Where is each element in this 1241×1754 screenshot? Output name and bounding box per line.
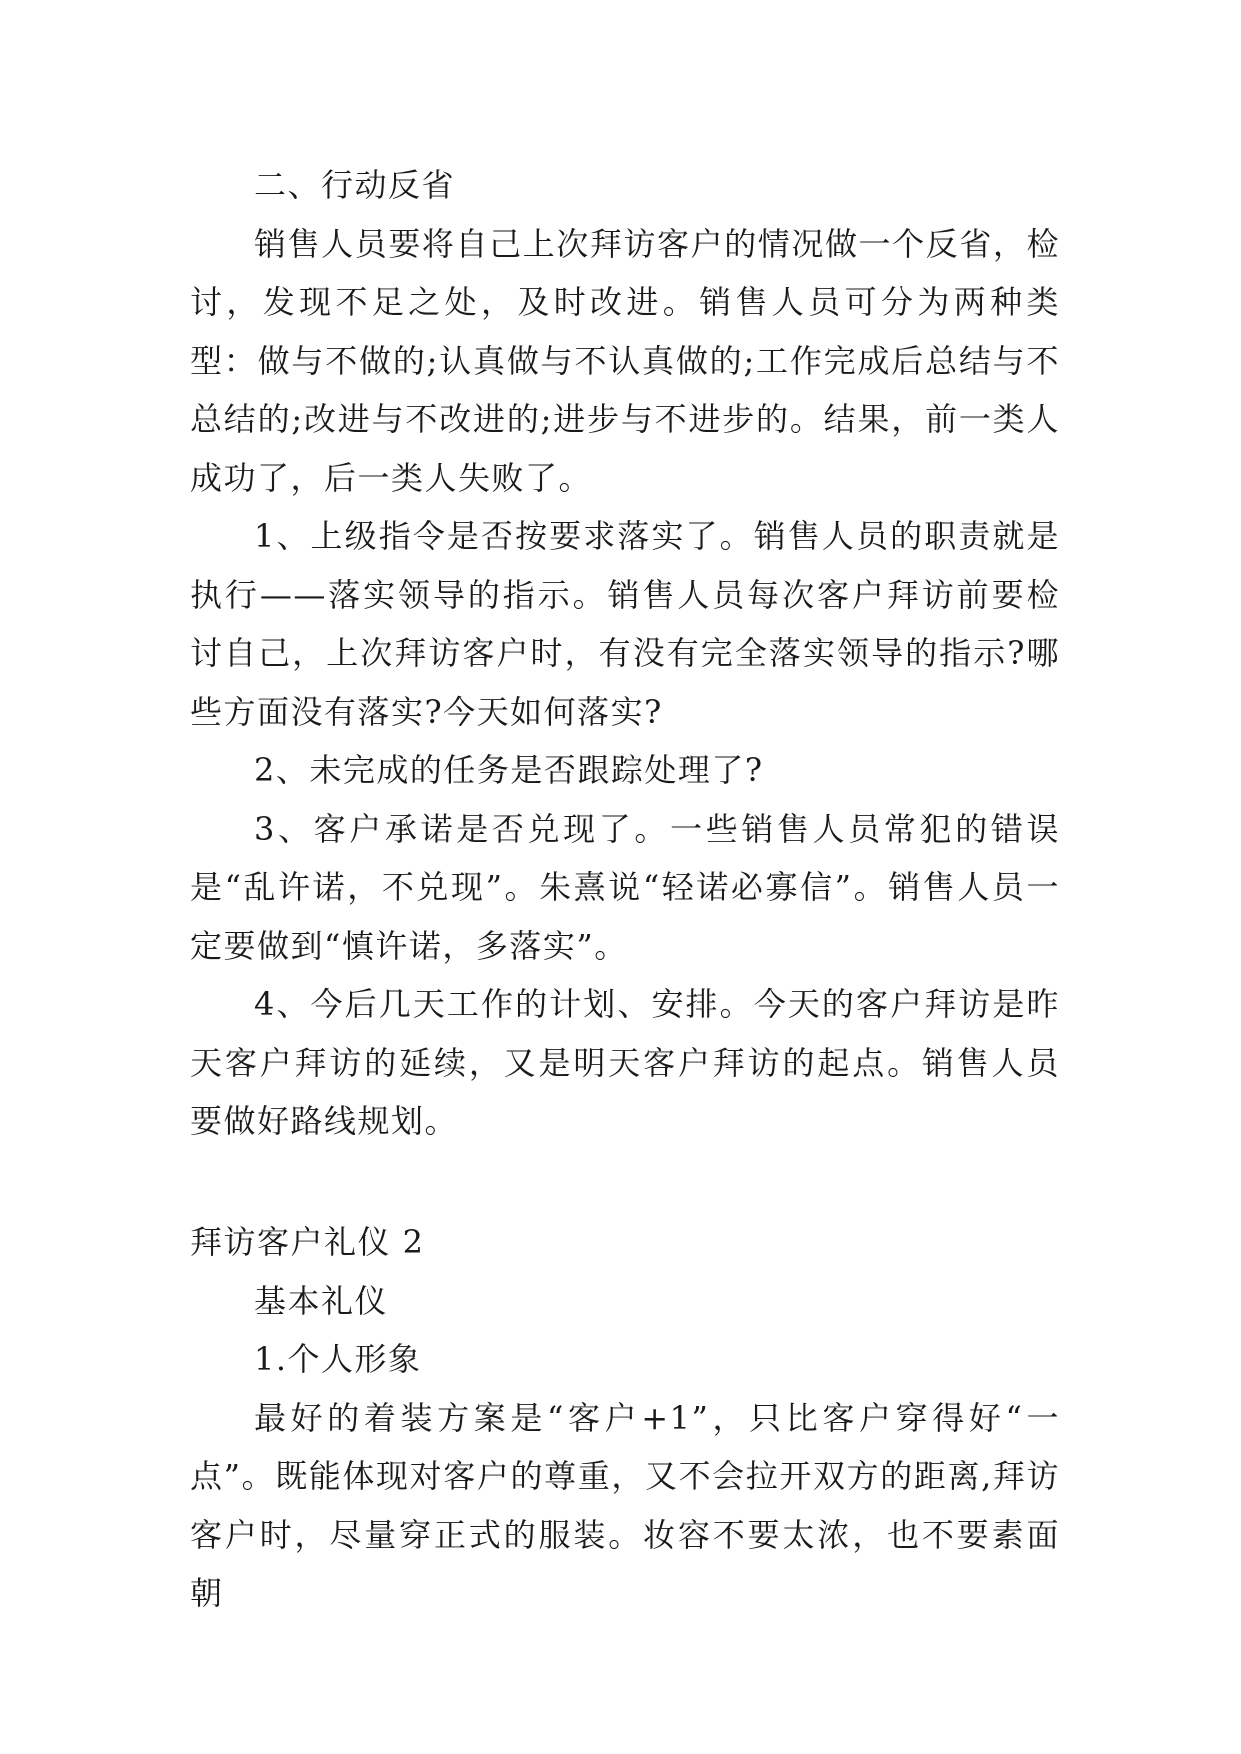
item-heading: 1.个人形象 bbox=[254, 1340, 422, 1378]
body-paragraph: 销售人员要将自己上次拜访客户的情况做一个反省，检讨，发现不足之处，及时改进。销售人员可分为两种类型：做与不做的;认真做与不认真做的;工作完成后总结与不总结的;改进与不改进的;进步与不进步的。结果，前一类人成功了，后一类人失败了。 bbox=[190, 224, 1060, 497]
article-title: 拜访客户礼仪 2 bbox=[190, 1223, 425, 1261]
section-heading: 二、行动反省 bbox=[254, 166, 456, 204]
body-paragraph: 1、上级指令是否按要求落实了。销售人员的职责就是执行——落实领导的指示。销售人员每次客户拜访前要检讨自己，上次拜访客户时，有没有完全落实领导的指示?哪些方面没有落实?今天如何落实? bbox=[190, 517, 1060, 731]
body-paragraph: 2、未完成的任务是否跟踪处理了? bbox=[254, 751, 764, 789]
body-paragraph: 3、客户承诺是否兑现了。一些销售人员常犯的错误是“乱许诺，不兑现”。朱熹说“轻诺必寡信”。销售人员一定要做到“慎许诺，多落实”。 bbox=[190, 809, 1060, 965]
body-paragraph: 最好的着装方案是“客户+1”，只比客户穿得好“一点”。既能体现对客户的尊重，又不会拉开双方的距离,拜访客户时，尽量穿正式的服装。妆容不要太浓，也不要素面朝 bbox=[190, 1398, 1060, 1612]
section-visiting-etiquette bbox=[190, 1213, 1060, 1623]
section-action-reflection bbox=[190, 156, 1060, 1151]
section-subheading: 基本礼仪 bbox=[254, 1281, 389, 1320]
body-paragraph: 4、今后几天工作的计划、安排。今天的客户拜访是昨天客户拜访的延续，又是明天客户拜访的起点。销售人员要做好路线规划。 bbox=[190, 985, 1060, 1140]
